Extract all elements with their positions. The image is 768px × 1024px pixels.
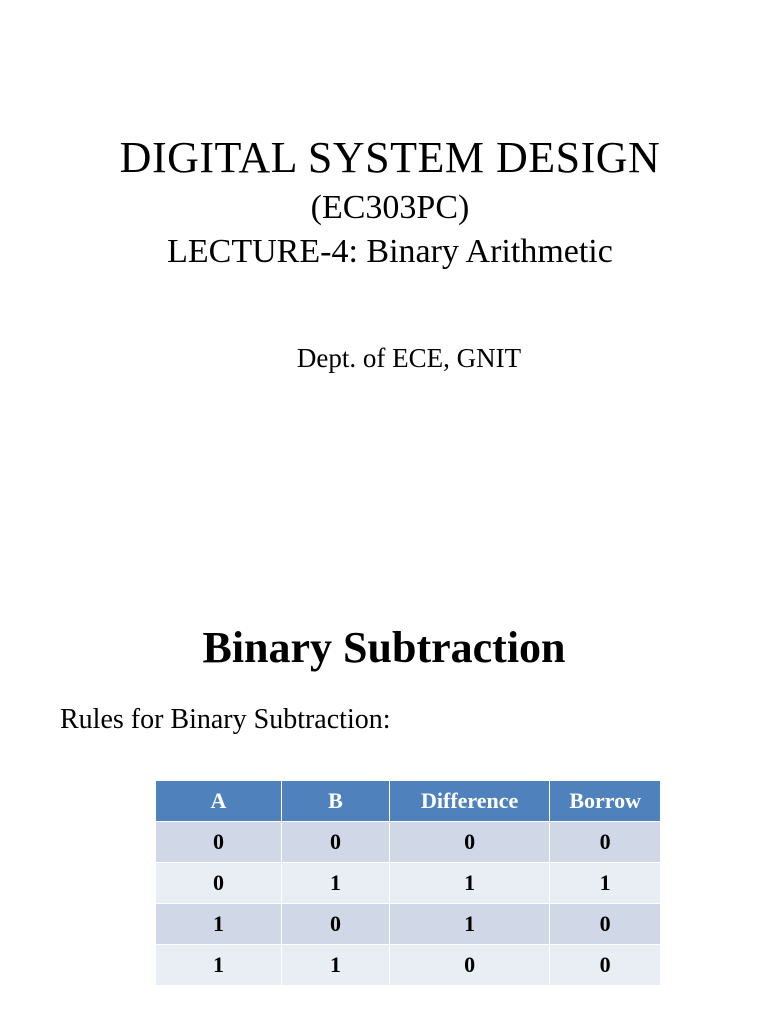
table-row — [156, 863, 661, 904]
department-label: Dept. of ECE, GNIT — [296, 343, 522, 373]
cell-borrow: 0 — [550, 822, 661, 863]
table-header-row — [156, 781, 661, 822]
cell-b: 0 — [281, 822, 389, 863]
cell-a: 0 — [156, 863, 282, 904]
cell-b: 1 — [281, 945, 389, 986]
title-block — [0, 130, 768, 274]
cell-difference: 1 — [389, 904, 549, 945]
subtraction-truth-table — [155, 780, 661, 986]
cell-a: 0 — [156, 822, 282, 863]
header-a: A — [156, 781, 282, 822]
cell-difference: 0 — [389, 945, 549, 986]
lecture-title: LECTURE-4: Binary Arithmetic — [167, 233, 613, 270]
cell-difference: 0 — [389, 822, 549, 863]
cell-difference: 1 — [389, 863, 549, 904]
table-row — [156, 822, 661, 863]
main-title: DIGITAL SYSTEM DESIGN — [119, 133, 661, 182]
cell-a: 1 — [156, 945, 282, 986]
cell-borrow: 0 — [550, 945, 661, 986]
cell-b: 1 — [281, 863, 389, 904]
header-borrow: Borrow — [550, 781, 661, 822]
table-row — [156, 945, 661, 986]
cell-b: 0 — [281, 904, 389, 945]
rules-label: Rules for Binary Subtraction: — [60, 704, 391, 735]
course-code: (EC303PC) — [310, 189, 470, 226]
cell-borrow: 0 — [550, 904, 661, 945]
cell-borrow: 1 — [550, 863, 661, 904]
header-b: B — [281, 781, 389, 822]
header-difference: Difference — [389, 781, 549, 822]
table-row — [156, 904, 661, 945]
section-heading: Binary Subtraction — [202, 623, 566, 672]
cell-a: 1 — [156, 904, 282, 945]
